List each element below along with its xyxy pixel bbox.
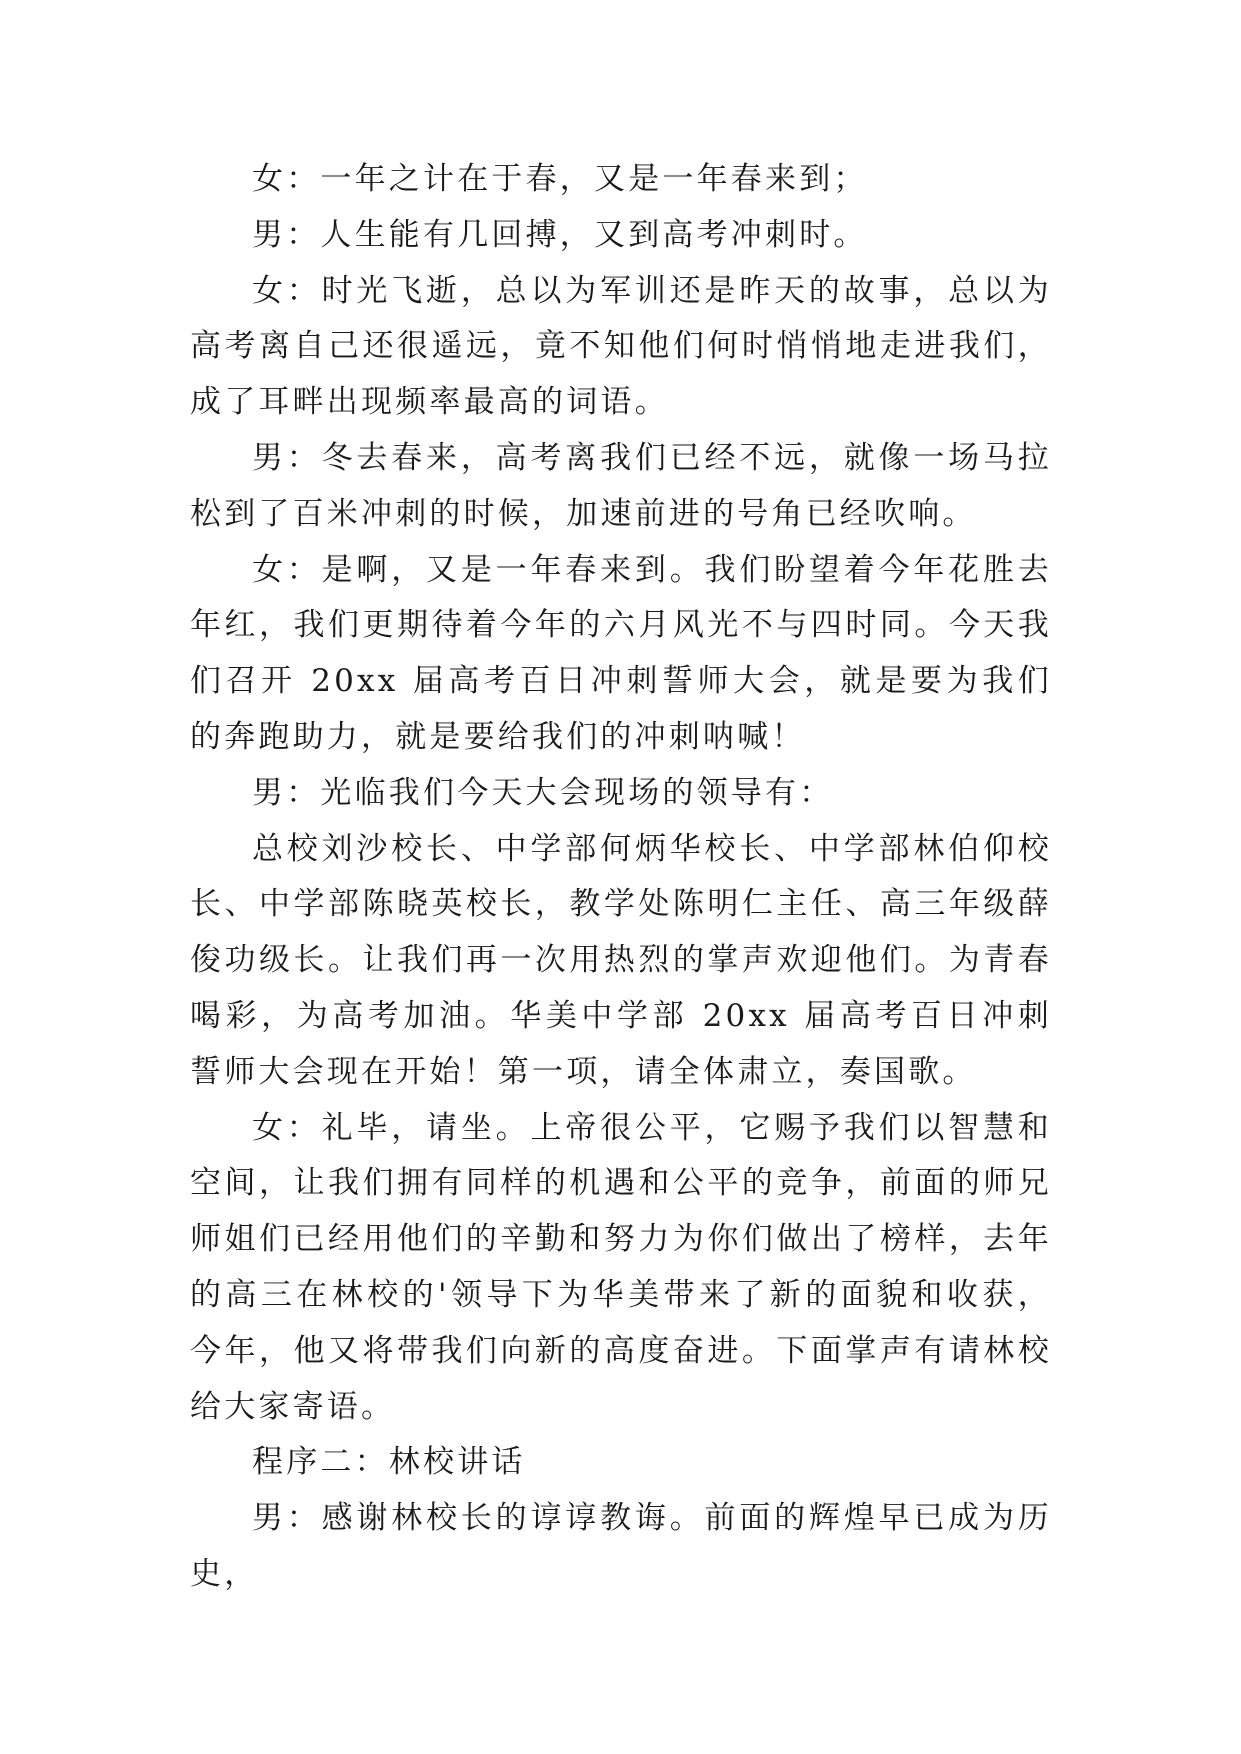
paragraph-6: 男：光临我们今天大会现场的领导有：: [252, 774, 834, 811]
paragraph-8: 女：礼毕，请坐。上帝很公平，它赐予我们以智慧和空间，让我们拥有同样的机遇和公平的竞争，前面的师兄师姐们已经用他们的辛勤和努力为你们做出了榜样，去年的高三在林校的'领导下为华美带来了新的面貌和收获，今年，他又将带我们向新的高度奋进。下面掌声有请林校给大家寄语。: [190, 1109, 1052, 1425]
paragraph-4: 男：冬去春来，高考离我们已经不远，就像一场马拉松到了百米冲刺的时候，加速前进的号角已经吹响。: [190, 439, 1052, 532]
paragraph-3: 女：时光飞逝，总以为军训还是昨天的故事，总以为高考离自己还很遥远，竟不知他们何时悄悄地走进我们，成了耳畔出现频率最高的词语。: [190, 272, 1052, 421]
paragraph-9: 程序二：林校讲话: [252, 1444, 526, 1481]
paragraph-7: 总校刘沙校长、中学部何炳华校长、中学部林伯仰校长、中学部陈晓英校长，教学处陈明仁主任、高三年级薛俊功级长。让我们再一次用热烈的掌声欢迎他们。为青春喝彩，为高考加油。华美中学部 20xx 届高考百日冲刺誓师大会现在开始！第一项，请全体肃立，奏国歌。: [190, 830, 1052, 1090]
paragraph-1: 女：一年之计在于春，又是一年春来到；: [252, 161, 868, 197]
paragraph-10: 男：感谢林校长的谆谆教诲。前面的辉煌早已成为历史，: [190, 1500, 1052, 1592]
document-body: [190, 152, 1052, 1603]
paragraph-5: 女：是啊，又是一年春来到。我们盼望着今年花胜去年红，我们更期待着今年的六月风光不与四时同。今天我们召开 20xx 届高考百日冲刺誓师大会，就是要为我们的奔跑助力，就是要给我们的冲刺呐喊！: [190, 551, 1052, 755]
paragraph-2: 男：人生能有几回搏，又到高考冲刺时。: [252, 216, 868, 253]
